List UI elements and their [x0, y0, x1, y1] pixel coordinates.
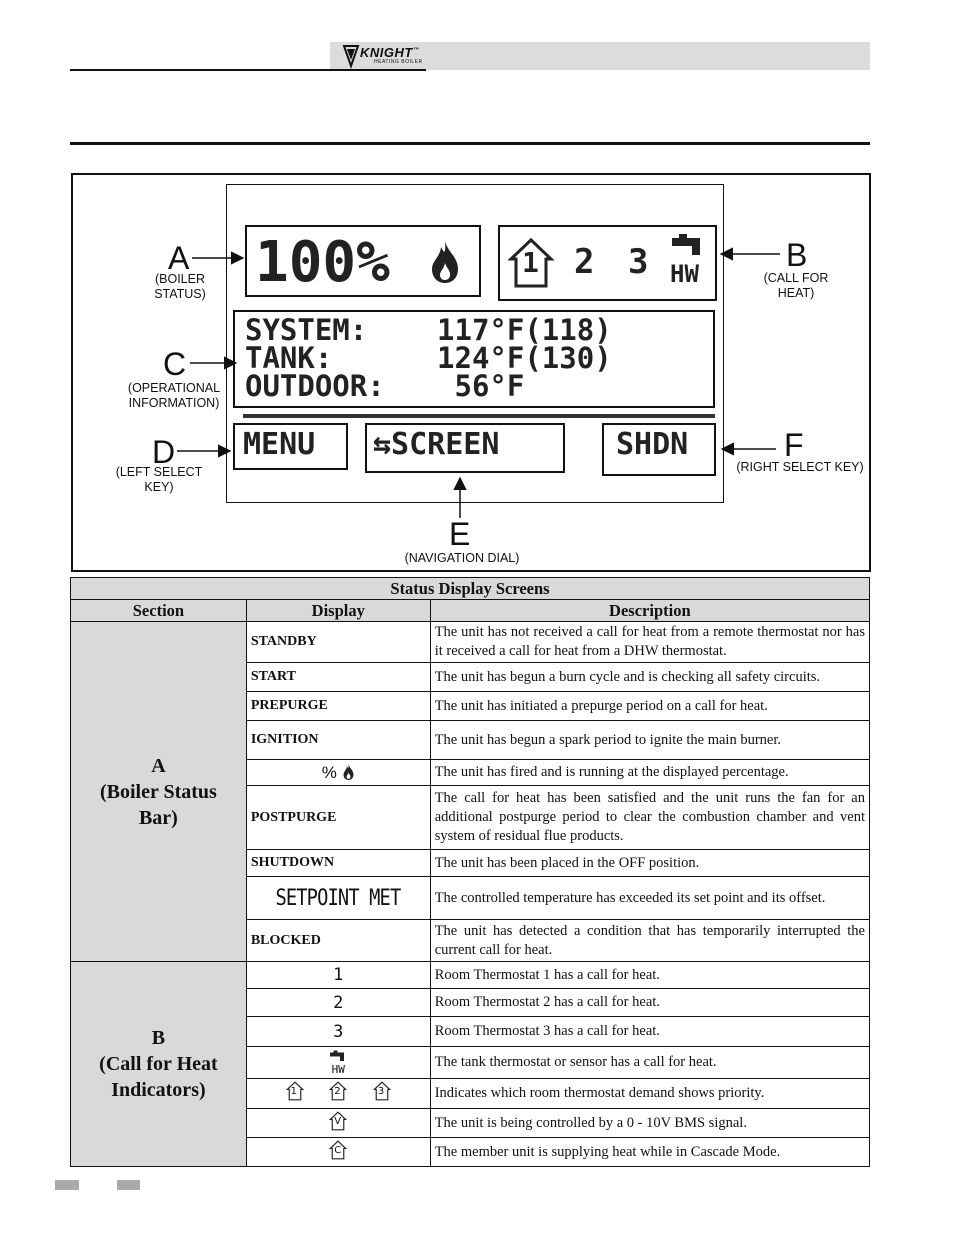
description-zone-1: Room Thermostat 1 has a call for heat. [430, 962, 869, 989]
callout-f-caption: (RIGHT SELECT KEY) [736, 460, 864, 474]
header-section: Section [71, 600, 247, 622]
display-percent-flame [246, 760, 430, 786]
logo-text: KNIGHT™ [360, 45, 420, 60]
flame-icon [342, 763, 355, 781]
description-ignition: The unit has begun a spark period to ignite the main burner. [430, 721, 869, 760]
description-setpoint-met: The controlled temperature has exceeded its set point and its offset. [430, 877, 869, 920]
display-start: START [246, 663, 430, 692]
outdoor-temp-line: OUTDOOR: 56°F [245, 369, 525, 403]
display-zone-1: 1 [246, 962, 430, 989]
display-cascade-house: C [246, 1138, 430, 1167]
zone-1-label: 1 [522, 246, 539, 279]
callout-c-caption: (OPERATIONAL INFORMATION) [127, 381, 221, 410]
callout-e-letter: E [449, 516, 471, 552]
right-select-key[interactable]: SHDN [602, 423, 716, 476]
table-title: Status Display Screens [71, 578, 870, 600]
hot-water-label: HW [670, 260, 699, 288]
footer-block-left [55, 1180, 79, 1190]
description-start: The unit has begun a burn cycle and is checking all safety circuits. [430, 663, 869, 692]
footer-block-right [117, 1180, 140, 1190]
display-priority-houses: 1 2 3 [246, 1079, 430, 1109]
left-select-key[interactable]: MENU [233, 423, 348, 470]
callout-e-caption: (NAVIGATION DIAL) [404, 551, 520, 565]
description-zone-3: Room Thermostat 3 has a call for heat. [430, 1017, 869, 1047]
section-b-cell: B (Call for Heat Indicators) [71, 962, 247, 1167]
display-blocked: BLOCKED [246, 920, 430, 962]
percent-symbol: % [321, 762, 337, 782]
display-hot-water [246, 1047, 430, 1079]
display-bms-house: V [246, 1109, 430, 1138]
zone-2-label: 2 [574, 242, 595, 282]
description-prepurge: The unit has initiated a prepurge period on a call for heat. [430, 692, 869, 721]
callout-c-letter: C [163, 346, 187, 382]
callout-f-letter: F [784, 427, 804, 463]
display-zone-2: 2 [246, 989, 430, 1017]
description-zone-2: Room Thermostat 2 has a call for heat. [430, 989, 869, 1017]
section-a-cell: A (Boiler Status Bar) [71, 622, 247, 962]
header-description: Description [430, 600, 869, 622]
display-prepurge: PREPURGE [246, 692, 430, 721]
description-priority: Indicates which room thermostat demand shows priority. [430, 1079, 869, 1109]
description-blocked: The unit has detected a condition that has temporarily interrupted the current call for heat. [430, 920, 869, 962]
description-postpurge: The call for heat has been satisfied and the unit runs the fan for an additional postpurge period to clear the combustion chamber and vent system of residual flue products. [430, 786, 869, 850]
tank-temp-line: TANK: 124°F(130) [245, 341, 612, 375]
callout-a-letter: A [168, 240, 190, 276]
firing-rate: 100% [255, 230, 390, 295]
display-setpoint-met: SETPOINT MET [260, 877, 416, 920]
system-temp-line: SYSTEM: 117°F(118) [245, 313, 612, 347]
header-display: Display [246, 600, 430, 622]
display-postpurge: POSTPURGE [246, 786, 430, 850]
navigation-dial[interactable]: ⇆SCREEN [365, 423, 565, 473]
description-percent: The unit has fired and is running at the displayed percentage. [430, 760, 869, 786]
description-standby: The unit has not received a call for heat from a remote thermostat nor has it received a call for heat from a DHW thermostat. [430, 622, 869, 663]
display-ignition: IGNITION [246, 721, 430, 760]
callout-a-caption: (BOILER STATUS) [154, 272, 206, 301]
description-bms: The unit is being controlled by a 0 - 10V BMS signal. [430, 1109, 869, 1138]
callout-d-caption: (LEFT SELECT KEY) [115, 465, 203, 494]
status-display-table [70, 577, 870, 1167]
display-standby: STANDBY [246, 622, 430, 663]
faucet-icon [329, 1050, 347, 1062]
callout-b-letter: B [786, 237, 808, 273]
logo-subtext: HEATING BOILER [374, 59, 423, 65]
description-cascade: The member unit is supplying heat while in Cascade Mode. [430, 1138, 869, 1167]
description-hot-water: The tank thermostat or sensor has a call for heat. [430, 1047, 869, 1079]
description-shutdown: The unit has been placed in the OFF position. [430, 850, 869, 877]
display-shutdown: SHUTDOWN [246, 850, 430, 877]
display-zone-3: 3 [246, 1017, 430, 1047]
hw-label: HW [331, 1063, 345, 1076]
callout-d-letter: D [152, 434, 176, 470]
zone-3-label: 3 [628, 242, 649, 282]
callout-b-caption: (CALL FOR HEAT) [763, 271, 829, 300]
